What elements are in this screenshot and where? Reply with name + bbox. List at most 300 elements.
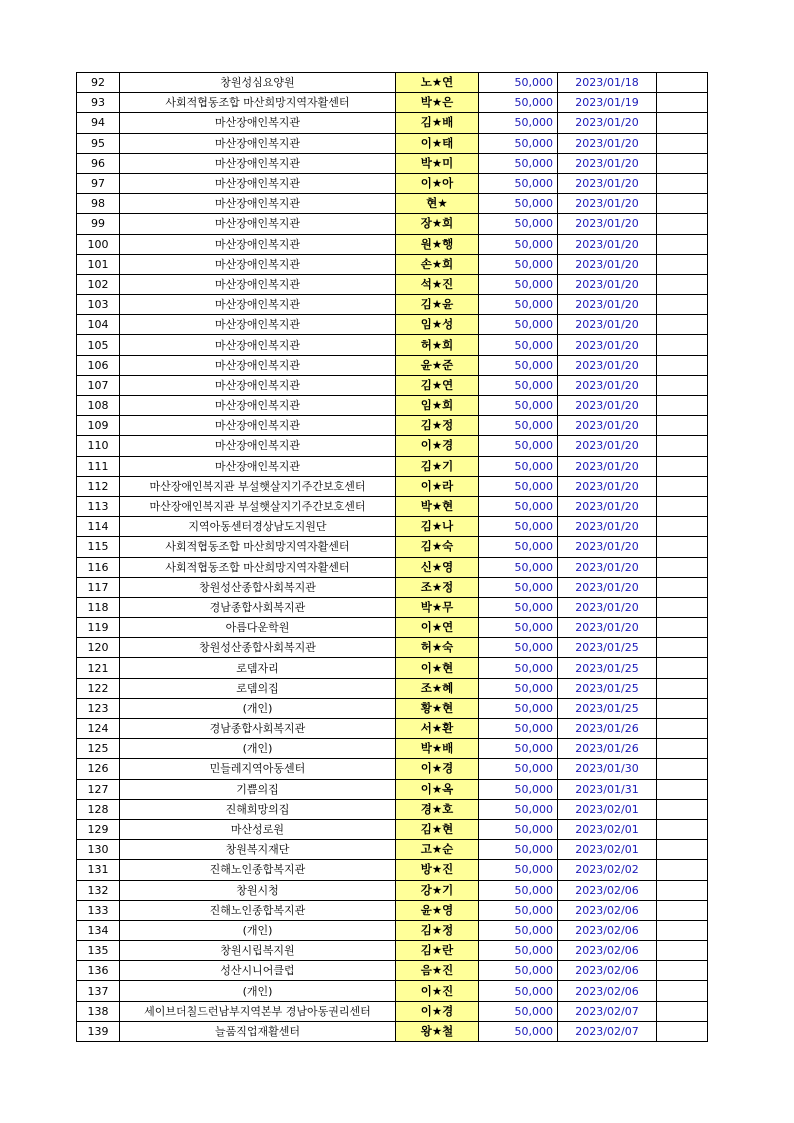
recipient-name-cell: 허★숙 bbox=[396, 638, 479, 658]
recipient-name-cell: 박★무 bbox=[396, 597, 479, 617]
recipient-table bbox=[76, 72, 708, 1042]
date-cell: 2023/01/20 bbox=[558, 234, 657, 254]
date-cell: 2023/01/26 bbox=[558, 739, 657, 759]
recipient-name-cell: 조★혜 bbox=[396, 678, 479, 698]
organization-name-cell: 마산장애인복지관 bbox=[120, 133, 396, 153]
amount-cell: 50,000 bbox=[479, 436, 558, 456]
table-row bbox=[77, 456, 708, 476]
date-cell: 2023/02/06 bbox=[558, 941, 657, 961]
date-cell: 2023/01/30 bbox=[558, 759, 657, 779]
recipient-name-cell: 원★행 bbox=[396, 234, 479, 254]
table-row bbox=[77, 597, 708, 617]
row-number-cell: 132 bbox=[77, 880, 120, 900]
row-number-cell: 106 bbox=[77, 355, 120, 375]
row-number-cell: 139 bbox=[77, 1021, 120, 1041]
note-cell bbox=[657, 557, 708, 577]
date-cell: 2023/02/07 bbox=[558, 1001, 657, 1021]
table-row bbox=[77, 840, 708, 860]
amount-cell: 50,000 bbox=[479, 941, 558, 961]
date-cell: 2023/01/20 bbox=[558, 153, 657, 173]
recipient-name-cell: 김★윤 bbox=[396, 295, 479, 315]
organization-name-cell: 마산장애인복지관 bbox=[120, 113, 396, 133]
note-cell bbox=[657, 93, 708, 113]
organization-name-cell: 창원성산종합사회복지관 bbox=[120, 638, 396, 658]
note-cell bbox=[657, 133, 708, 153]
row-number-cell: 126 bbox=[77, 759, 120, 779]
amount-cell: 50,000 bbox=[479, 254, 558, 274]
table-row bbox=[77, 254, 708, 274]
amount-cell: 50,000 bbox=[479, 860, 558, 880]
amount-cell: 50,000 bbox=[479, 658, 558, 678]
organization-name-cell: 창원시립복지원 bbox=[120, 941, 396, 961]
row-number-cell: 113 bbox=[77, 496, 120, 516]
table-row bbox=[77, 678, 708, 698]
note-cell bbox=[657, 900, 708, 920]
organization-name-cell: 진해노인종합복지관 bbox=[120, 860, 396, 880]
date-cell: 2023/01/20 bbox=[558, 194, 657, 214]
organization-name-cell: (개인) bbox=[120, 981, 396, 1001]
organization-name-cell: 마산장애인복지관 bbox=[120, 355, 396, 375]
note-cell bbox=[657, 638, 708, 658]
date-cell: 2023/01/26 bbox=[558, 719, 657, 739]
row-number-cell: 131 bbox=[77, 860, 120, 880]
table-row bbox=[77, 1001, 708, 1021]
date-cell: 2023/01/19 bbox=[558, 93, 657, 113]
row-number-cell: 98 bbox=[77, 194, 120, 214]
amount-cell: 50,000 bbox=[479, 315, 558, 335]
note-cell bbox=[657, 920, 708, 940]
date-cell: 2023/01/20 bbox=[558, 496, 657, 516]
note-cell bbox=[657, 517, 708, 537]
row-number-cell: 97 bbox=[77, 173, 120, 193]
table-row bbox=[77, 73, 708, 93]
table-row bbox=[77, 779, 708, 799]
date-cell: 2023/02/06 bbox=[558, 961, 657, 981]
recipient-name-cell: 임★희 bbox=[396, 396, 479, 416]
recipient-name-cell: 박★현 bbox=[396, 496, 479, 516]
table-row bbox=[77, 638, 708, 658]
organization-name-cell: 마산장애인복지관 bbox=[120, 335, 396, 355]
table-row bbox=[77, 476, 708, 496]
note-cell bbox=[657, 234, 708, 254]
amount-cell: 50,000 bbox=[479, 759, 558, 779]
organization-name-cell: 마산장애인복지관 부설햇살지기주간보호센터 bbox=[120, 476, 396, 496]
row-number-cell: 93 bbox=[77, 93, 120, 113]
organization-name-cell: 경남종합사회복지관 bbox=[120, 597, 396, 617]
recipient-name-cell: 손★희 bbox=[396, 254, 479, 274]
note-cell bbox=[657, 73, 708, 93]
table-row bbox=[77, 214, 708, 234]
recipient-name-cell: 윤★준 bbox=[396, 355, 479, 375]
table-row bbox=[77, 375, 708, 395]
date-cell: 2023/02/02 bbox=[558, 860, 657, 880]
note-cell bbox=[657, 860, 708, 880]
table-body bbox=[77, 73, 708, 1042]
organization-name-cell: 창원시청 bbox=[120, 880, 396, 900]
row-number-cell: 112 bbox=[77, 476, 120, 496]
amount-cell: 50,000 bbox=[479, 1021, 558, 1041]
organization-name-cell: 민들레지역아동센터 bbox=[120, 759, 396, 779]
recipient-name-cell: 김★숙 bbox=[396, 537, 479, 557]
date-cell: 2023/01/25 bbox=[558, 698, 657, 718]
recipient-name-cell: 김★정 bbox=[396, 416, 479, 436]
amount-cell: 50,000 bbox=[479, 335, 558, 355]
recipient-name-cell: 윤★영 bbox=[396, 900, 479, 920]
row-number-cell: 121 bbox=[77, 658, 120, 678]
table-row bbox=[77, 557, 708, 577]
organization-name-cell: 마산성로원 bbox=[120, 819, 396, 839]
organization-name-cell: 마산장애인복지관 bbox=[120, 375, 396, 395]
row-number-cell: 133 bbox=[77, 900, 120, 920]
note-cell bbox=[657, 254, 708, 274]
recipient-name-cell: 이★태 bbox=[396, 133, 479, 153]
row-number-cell: 118 bbox=[77, 597, 120, 617]
table-row bbox=[77, 153, 708, 173]
organization-name-cell: 로뎀자리 bbox=[120, 658, 396, 678]
amount-cell: 50,000 bbox=[479, 840, 558, 860]
organization-name-cell: 세이브더칠드런남부지역본부 경남아동권리센터 bbox=[120, 1001, 396, 1021]
note-cell bbox=[657, 759, 708, 779]
recipient-name-cell: 이★라 bbox=[396, 476, 479, 496]
table-row bbox=[77, 396, 708, 416]
amount-cell: 50,000 bbox=[479, 577, 558, 597]
date-cell: 2023/01/20 bbox=[558, 476, 657, 496]
organization-name-cell: 마산장애인복지관 bbox=[120, 254, 396, 274]
date-cell: 2023/01/25 bbox=[558, 678, 657, 698]
amount-cell: 50,000 bbox=[479, 476, 558, 496]
amount-cell: 50,000 bbox=[479, 113, 558, 133]
note-cell bbox=[657, 375, 708, 395]
row-number-cell: 103 bbox=[77, 295, 120, 315]
note-cell bbox=[657, 496, 708, 516]
table-row bbox=[77, 658, 708, 678]
row-number-cell: 94 bbox=[77, 113, 120, 133]
note-cell bbox=[657, 840, 708, 860]
note-cell bbox=[657, 295, 708, 315]
row-number-cell: 109 bbox=[77, 416, 120, 436]
table-row bbox=[77, 93, 708, 113]
row-number-cell: 125 bbox=[77, 739, 120, 759]
row-number-cell: 96 bbox=[77, 153, 120, 173]
row-number-cell: 107 bbox=[77, 375, 120, 395]
amount-cell: 50,000 bbox=[479, 214, 558, 234]
note-cell bbox=[657, 698, 708, 718]
row-number-cell: 128 bbox=[77, 799, 120, 819]
amount-cell: 50,000 bbox=[479, 355, 558, 375]
table-row bbox=[77, 113, 708, 133]
note-cell bbox=[657, 194, 708, 214]
row-number-cell: 122 bbox=[77, 678, 120, 698]
amount-cell: 50,000 bbox=[479, 375, 558, 395]
row-number-cell: 110 bbox=[77, 436, 120, 456]
amount-cell: 50,000 bbox=[479, 153, 558, 173]
date-cell: 2023/02/01 bbox=[558, 819, 657, 839]
recipient-name-cell: 황★현 bbox=[396, 698, 479, 718]
organization-name-cell: 마산장애인복지관 부설햇살지기주간보호센터 bbox=[120, 496, 396, 516]
recipient-name-cell: 경★호 bbox=[396, 799, 479, 819]
row-number-cell: 108 bbox=[77, 396, 120, 416]
date-cell: 2023/01/20 bbox=[558, 557, 657, 577]
note-cell bbox=[657, 799, 708, 819]
recipient-name-cell: 김★란 bbox=[396, 941, 479, 961]
table-row bbox=[77, 900, 708, 920]
recipient-name-cell: 박★은 bbox=[396, 93, 479, 113]
date-cell: 2023/01/20 bbox=[558, 456, 657, 476]
date-cell: 2023/01/20 bbox=[558, 416, 657, 436]
organization-name-cell: 로뎀의집 bbox=[120, 678, 396, 698]
row-number-cell: 116 bbox=[77, 557, 120, 577]
table-row bbox=[77, 173, 708, 193]
table-row bbox=[77, 799, 708, 819]
recipient-name-cell: 김★나 bbox=[396, 517, 479, 537]
date-cell: 2023/01/20 bbox=[558, 254, 657, 274]
row-number-cell: 92 bbox=[77, 73, 120, 93]
organization-name-cell: (개인) bbox=[120, 739, 396, 759]
organization-name-cell: 늘품직업재활센터 bbox=[120, 1021, 396, 1041]
amount-cell: 50,000 bbox=[479, 819, 558, 839]
table-row bbox=[77, 759, 708, 779]
row-number-cell: 104 bbox=[77, 315, 120, 335]
recipient-name-cell: 박★미 bbox=[396, 153, 479, 173]
row-number-cell: 99 bbox=[77, 214, 120, 234]
table-row bbox=[77, 698, 708, 718]
note-cell bbox=[657, 335, 708, 355]
date-cell: 2023/02/06 bbox=[558, 981, 657, 1001]
row-number-cell: 100 bbox=[77, 234, 120, 254]
date-cell: 2023/01/20 bbox=[558, 173, 657, 193]
organization-name-cell: 마산장애인복지관 bbox=[120, 416, 396, 436]
date-cell: 2023/01/20 bbox=[558, 597, 657, 617]
table-row bbox=[77, 1021, 708, 1041]
note-cell bbox=[657, 1001, 708, 1021]
amount-cell: 50,000 bbox=[479, 274, 558, 294]
row-number-cell: 123 bbox=[77, 698, 120, 718]
note-cell bbox=[657, 961, 708, 981]
organization-name-cell: 사회적협동조합 마산희망지역자활센터 bbox=[120, 93, 396, 113]
organization-name-cell: 마산장애인복지관 bbox=[120, 295, 396, 315]
row-number-cell: 101 bbox=[77, 254, 120, 274]
row-number-cell: 124 bbox=[77, 719, 120, 739]
amount-cell: 50,000 bbox=[479, 1001, 558, 1021]
note-cell bbox=[657, 214, 708, 234]
date-cell: 2023/01/31 bbox=[558, 779, 657, 799]
date-cell: 2023/02/01 bbox=[558, 840, 657, 860]
amount-cell: 50,000 bbox=[479, 719, 558, 739]
note-cell bbox=[657, 456, 708, 476]
recipient-name-cell: 음★진 bbox=[396, 961, 479, 981]
date-cell: 2023/01/20 bbox=[558, 618, 657, 638]
organization-name-cell: 진해노인종합복지관 bbox=[120, 900, 396, 920]
organization-name-cell: 창원복지재단 bbox=[120, 840, 396, 860]
organization-name-cell: (개인) bbox=[120, 698, 396, 718]
recipient-name-cell: 이★진 bbox=[396, 981, 479, 1001]
amount-cell: 50,000 bbox=[479, 880, 558, 900]
amount-cell: 50,000 bbox=[479, 73, 558, 93]
date-cell: 2023/02/06 bbox=[558, 880, 657, 900]
row-number-cell: 111 bbox=[77, 456, 120, 476]
date-cell: 2023/01/20 bbox=[558, 577, 657, 597]
amount-cell: 50,000 bbox=[479, 618, 558, 638]
organization-name-cell: 마산장애인복지관 bbox=[120, 456, 396, 476]
table-row bbox=[77, 961, 708, 981]
organization-name-cell: 마산장애인복지관 bbox=[120, 153, 396, 173]
amount-cell: 50,000 bbox=[479, 496, 558, 516]
note-cell bbox=[657, 577, 708, 597]
date-cell: 2023/01/20 bbox=[558, 537, 657, 557]
organization-name-cell: 경남종합사회복지관 bbox=[120, 719, 396, 739]
date-cell: 2023/02/06 bbox=[558, 900, 657, 920]
amount-cell: 50,000 bbox=[479, 961, 558, 981]
date-cell: 2023/01/20 bbox=[558, 517, 657, 537]
table-row bbox=[77, 234, 708, 254]
recipient-name-cell: 김★정 bbox=[396, 920, 479, 940]
organization-name-cell: 기쁨의집 bbox=[120, 779, 396, 799]
note-cell bbox=[657, 355, 708, 375]
date-cell: 2023/02/01 bbox=[558, 799, 657, 819]
date-cell: 2023/01/20 bbox=[558, 335, 657, 355]
table-row bbox=[77, 739, 708, 759]
recipient-name-cell: 이★아 bbox=[396, 173, 479, 193]
row-number-cell: 117 bbox=[77, 577, 120, 597]
table-row bbox=[77, 880, 708, 900]
note-cell bbox=[657, 880, 708, 900]
amount-cell: 50,000 bbox=[479, 739, 558, 759]
date-cell: 2023/01/20 bbox=[558, 133, 657, 153]
row-number-cell: 119 bbox=[77, 618, 120, 638]
recipient-name-cell: 장★희 bbox=[396, 214, 479, 234]
amount-cell: 50,000 bbox=[479, 456, 558, 476]
recipient-name-cell: 방★진 bbox=[396, 860, 479, 880]
row-number-cell: 102 bbox=[77, 274, 120, 294]
row-number-cell: 127 bbox=[77, 779, 120, 799]
organization-name-cell: 마산장애인복지관 bbox=[120, 173, 396, 193]
note-cell bbox=[657, 779, 708, 799]
recipient-name-cell: 이★경 bbox=[396, 759, 479, 779]
amount-cell: 50,000 bbox=[479, 981, 558, 1001]
row-number-cell: 115 bbox=[77, 537, 120, 557]
organization-name-cell: 마산장애인복지관 bbox=[120, 274, 396, 294]
amount-cell: 50,000 bbox=[479, 133, 558, 153]
recipient-name-cell: 김★현 bbox=[396, 819, 479, 839]
row-number-cell: 135 bbox=[77, 941, 120, 961]
row-number-cell: 134 bbox=[77, 920, 120, 940]
recipient-name-cell: 허★희 bbox=[396, 335, 479, 355]
amount-cell: 50,000 bbox=[479, 517, 558, 537]
date-cell: 2023/01/18 bbox=[558, 73, 657, 93]
note-cell bbox=[657, 981, 708, 1001]
amount-cell: 50,000 bbox=[479, 900, 558, 920]
date-cell: 2023/01/20 bbox=[558, 274, 657, 294]
amount-cell: 50,000 bbox=[479, 779, 558, 799]
date-cell: 2023/01/20 bbox=[558, 396, 657, 416]
organization-name-cell: 아름다운학원 bbox=[120, 618, 396, 638]
note-cell bbox=[657, 1021, 708, 1041]
recipient-name-cell: 이★경 bbox=[396, 1001, 479, 1021]
amount-cell: 50,000 bbox=[479, 93, 558, 113]
note-cell bbox=[657, 678, 708, 698]
note-cell bbox=[657, 396, 708, 416]
amount-cell: 50,000 bbox=[479, 678, 558, 698]
table-row bbox=[77, 981, 708, 1001]
date-cell: 2023/01/20 bbox=[558, 214, 657, 234]
table-row bbox=[77, 860, 708, 880]
table-row bbox=[77, 315, 708, 335]
row-number-cell: 105 bbox=[77, 335, 120, 355]
amount-cell: 50,000 bbox=[479, 698, 558, 718]
recipient-name-cell: 서★환 bbox=[396, 719, 479, 739]
date-cell: 2023/01/20 bbox=[558, 355, 657, 375]
recipient-name-cell: 신★영 bbox=[396, 557, 479, 577]
table-row bbox=[77, 537, 708, 557]
organization-name-cell: 창원성산종합사회복지관 bbox=[120, 577, 396, 597]
organization-name-cell: 마산장애인복지관 bbox=[120, 214, 396, 234]
table-row bbox=[77, 355, 708, 375]
recipient-name-cell: 이★경 bbox=[396, 436, 479, 456]
note-cell bbox=[657, 436, 708, 456]
recipient-name-cell: 이★연 bbox=[396, 618, 479, 638]
amount-cell: 50,000 bbox=[479, 295, 558, 315]
table-row bbox=[77, 517, 708, 537]
note-cell bbox=[657, 153, 708, 173]
table-row bbox=[77, 719, 708, 739]
recipient-name-cell: 이★옥 bbox=[396, 779, 479, 799]
date-cell: 2023/01/20 bbox=[558, 375, 657, 395]
recipient-name-cell: 석★진 bbox=[396, 274, 479, 294]
table-row bbox=[77, 295, 708, 315]
recipient-name-cell: 조★정 bbox=[396, 577, 479, 597]
row-number-cell: 120 bbox=[77, 638, 120, 658]
table-row bbox=[77, 436, 708, 456]
amount-cell: 50,000 bbox=[479, 234, 558, 254]
date-cell: 2023/01/25 bbox=[558, 658, 657, 678]
recipient-name-cell: 노★연 bbox=[396, 73, 479, 93]
table-row bbox=[77, 416, 708, 436]
table-row bbox=[77, 496, 708, 516]
note-cell bbox=[657, 274, 708, 294]
organization-name-cell: 마산장애인복지관 bbox=[120, 315, 396, 335]
date-cell: 2023/01/20 bbox=[558, 295, 657, 315]
note-cell bbox=[657, 416, 708, 436]
recipient-name-cell: 김★배 bbox=[396, 113, 479, 133]
row-number-cell: 130 bbox=[77, 840, 120, 860]
organization-name-cell: 마산장애인복지관 bbox=[120, 194, 396, 214]
table-row bbox=[77, 194, 708, 214]
amount-cell: 50,000 bbox=[479, 638, 558, 658]
recipient-name-cell: 고★순 bbox=[396, 840, 479, 860]
table-row bbox=[77, 920, 708, 940]
recipient-name-cell: 김★기 bbox=[396, 456, 479, 476]
note-cell bbox=[657, 537, 708, 557]
date-cell: 2023/01/20 bbox=[558, 113, 657, 133]
recipient-name-cell: 김★연 bbox=[396, 375, 479, 395]
note-cell bbox=[657, 618, 708, 638]
table-row bbox=[77, 274, 708, 294]
note-cell bbox=[657, 658, 708, 678]
table-row bbox=[77, 618, 708, 638]
row-number-cell: 129 bbox=[77, 819, 120, 839]
note-cell bbox=[657, 819, 708, 839]
organization-name-cell: 마산장애인복지관 bbox=[120, 436, 396, 456]
date-cell: 2023/01/25 bbox=[558, 638, 657, 658]
date-cell: 2023/02/06 bbox=[558, 920, 657, 940]
organization-name-cell: 사회적협동조합 마산희망지역자활센터 bbox=[120, 537, 396, 557]
table-row bbox=[77, 335, 708, 355]
amount-cell: 50,000 bbox=[479, 920, 558, 940]
organization-name-cell: 성산시니어클럽 bbox=[120, 961, 396, 981]
row-number-cell: 136 bbox=[77, 961, 120, 981]
amount-cell: 50,000 bbox=[479, 537, 558, 557]
table-row bbox=[77, 941, 708, 961]
